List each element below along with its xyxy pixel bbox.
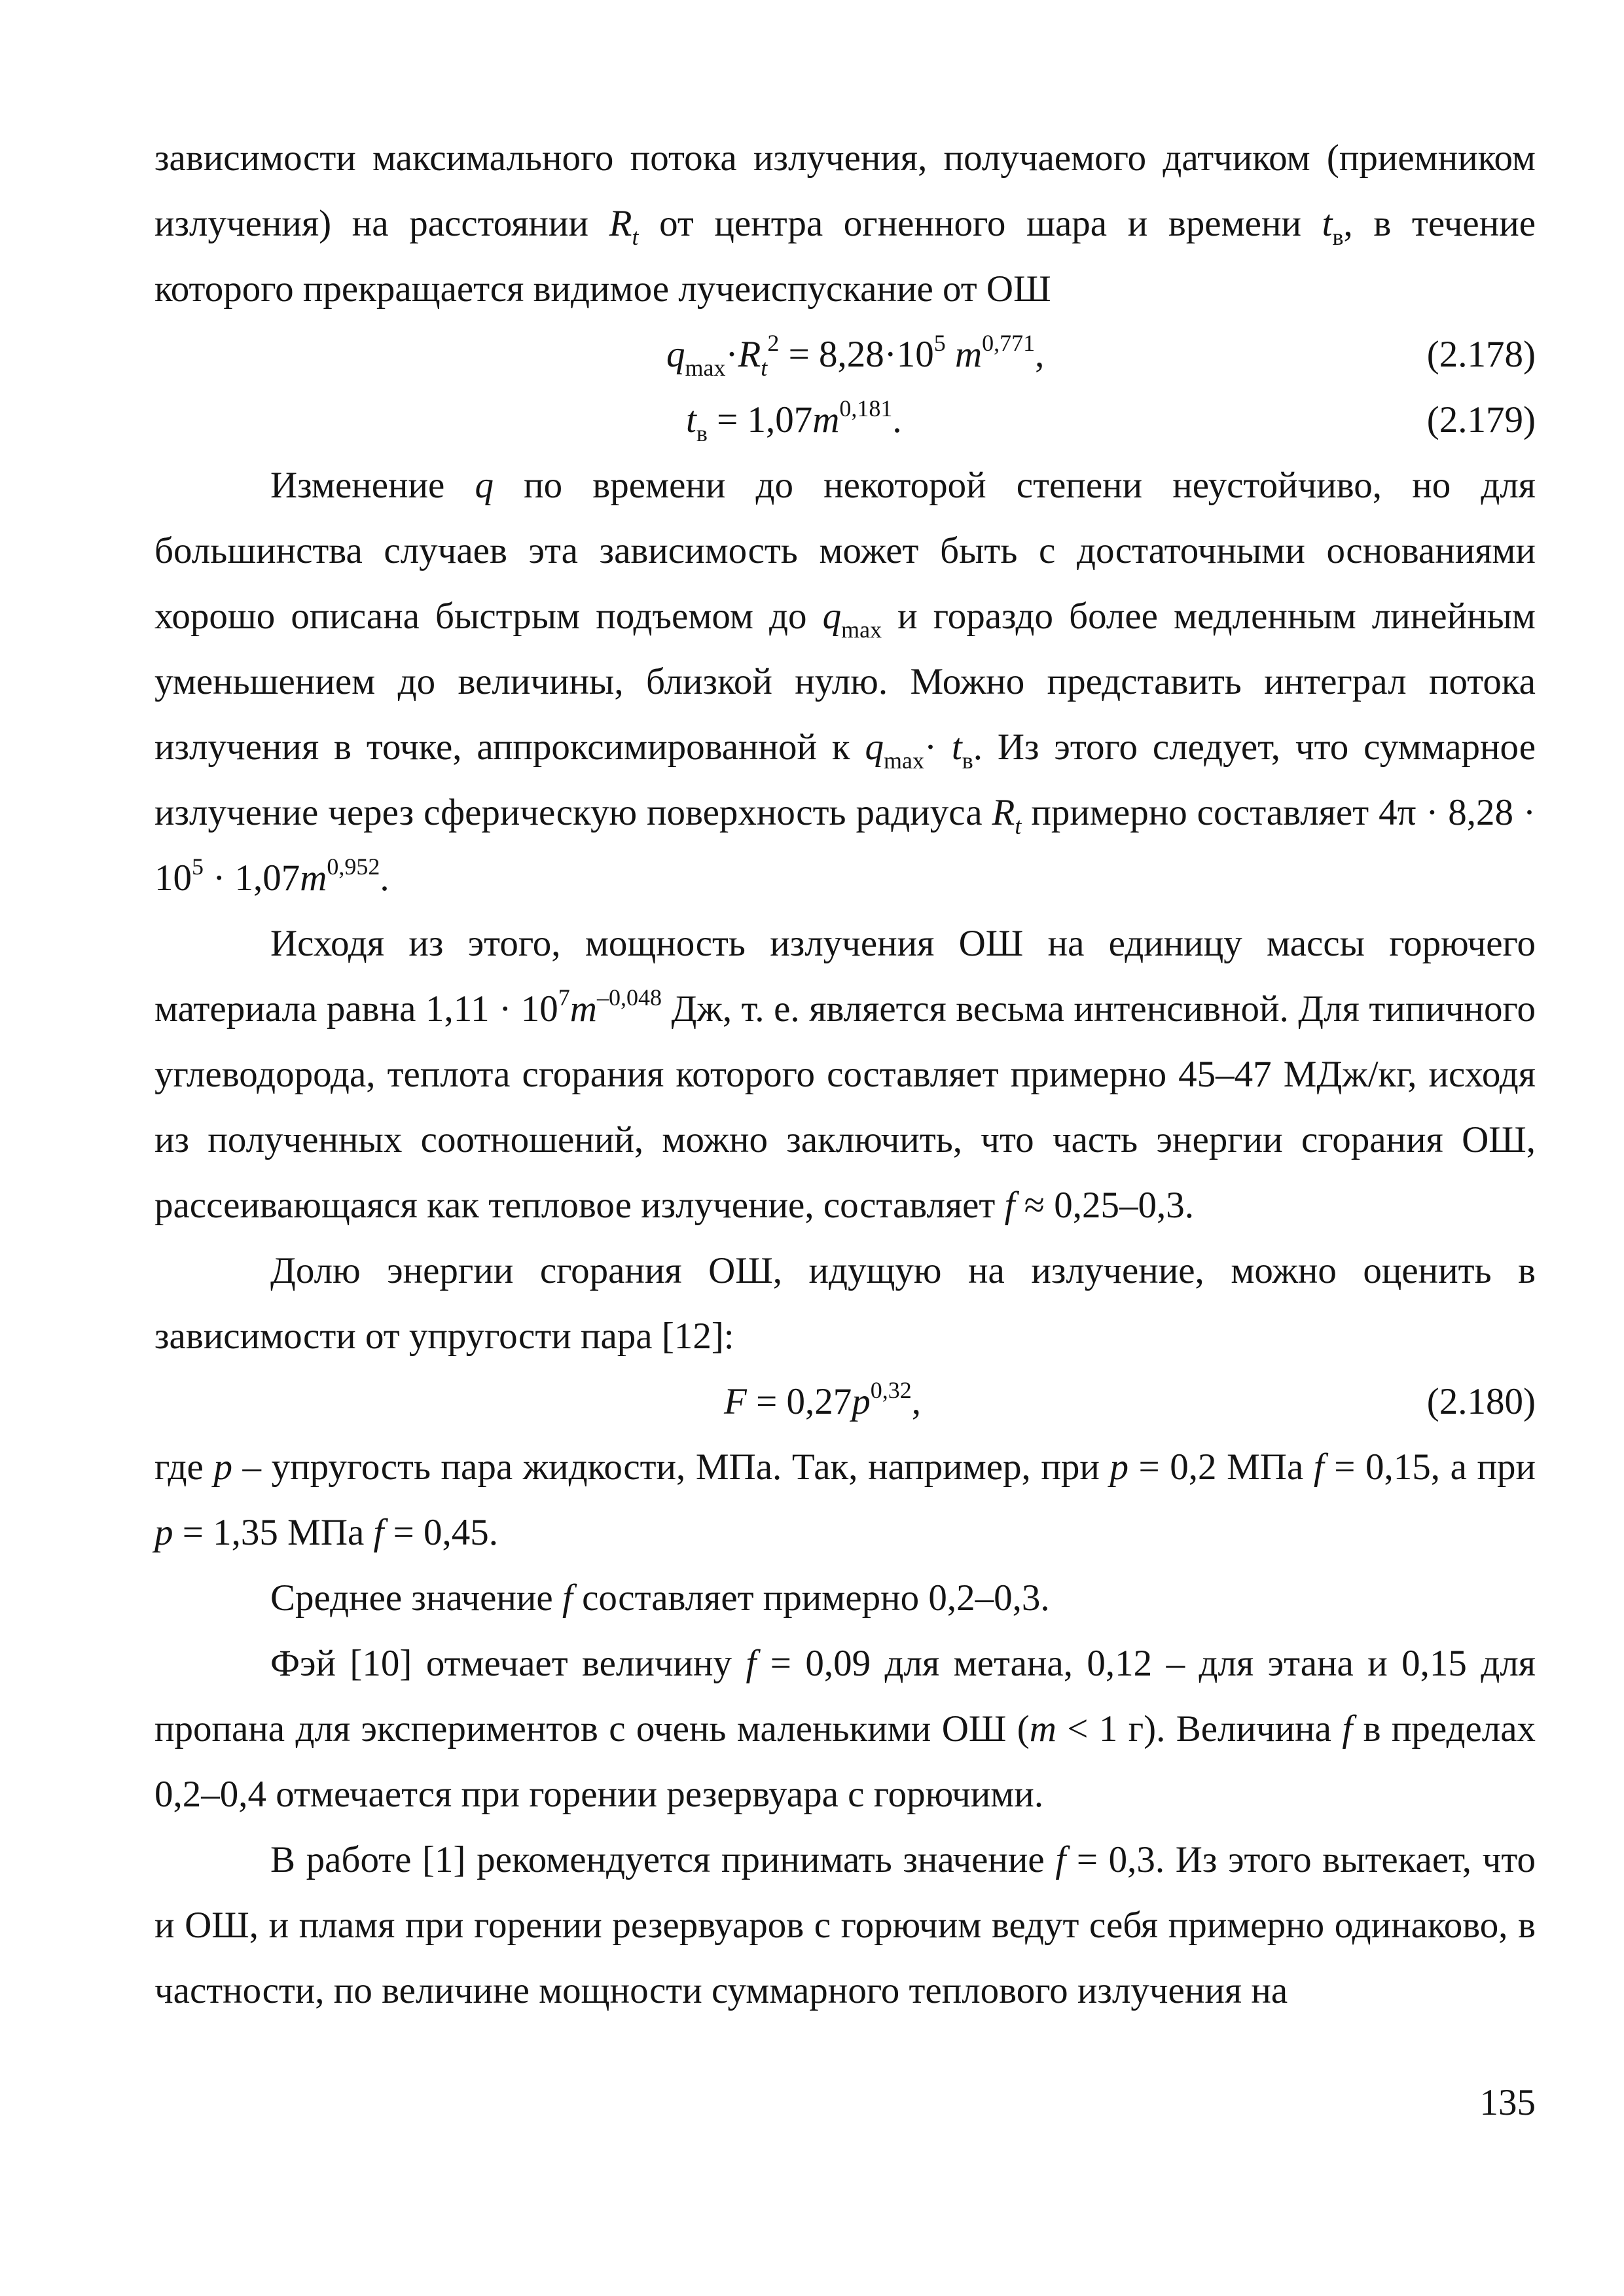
equation-number: (2.178) <box>1426 334 1536 375</box>
equation-number: (2.180) <box>1426 1381 1536 1422</box>
equation-2-180 <box>154 1369 1536 1435</box>
paragraph-7: Фэй [10] отмечает величину f = 0,09 для метана, 0,12 – для этана и 0,15 для пропана для экспериментов с очень маленькими ОШ (m < 1 г). Величина f в пределах 0,2–0,4 отмечается при горении резервуара с горючими. <box>154 1643 1536 1815</box>
equation-body: $q_{max}\cdot R_t^2 = 8,28\cdot 10^5$ $m^{0,771}$, <box>666 330 1045 382</box>
paragraph-4: Долю энергии сгорания ОШ, идущую на излучение, можно оценить в зависимости от упругости пара [12]: <box>154 1250 1536 1357</box>
paragraph-2: Изменение q по времени до некоторой степени неустойчиво, но для большинства случаев эта зависимость может быть с достаточными основаниями хорошо описана быстрым подъемом до $q_{max}$ и гораздо более медленным линейным уменьшением до величины, близкой нулю. Можно представить интеграл потока излучения в точке, аппроксимированной к $q_{max}\cdot t_в$. Из этого следует, что суммарное излучение через сферическую поверхность радиуса $R_t$ примерно составляет $4\pi \cdot 8,28 \cdot 10^5 \cdot 1,07m^{0,952}$. <box>154 465 1536 899</box>
page-content <box>154 126 1536 2024</box>
paragraph-6: Среднее значение f составляет примерно 0,2–0,3. <box>270 1577 1050 1619</box>
equation-number: (2.179) <box>1426 399 1536 440</box>
equation-2-179 <box>154 387 1536 453</box>
paragraph-3: Исходя из этого, мощность излучения ОШ на единицу массы горючего материала равна $1,11 \cdot 10^7m^{-0,048}$ Дж, т. е. является весьма интенсивной. Для типичного углеводорода, теплота сгорания которого составляет примерно 45–47 МДж/кг, исходя из полученных соотношений, можно заключить, что часть энергии сгорания ОШ, рассеивающаяся как тепловое излучение, составляет f ≈ 0,25–0,3. <box>154 923 1536 1226</box>
equation-body: $t_в = 1,07m^{0,181}$. <box>686 395 902 447</box>
equation-2-178 <box>154 322 1536 387</box>
paragraph-8: В работе [1] рекомендуется принимать значение f = 0,3. Из этого вытекает, что и ОШ, и пламя при горении резервуаров с горючим ведут себя примерно одинаково, в частности, по величине мощности суммарного теплового излучения на <box>154 1839 1536 2011</box>
equation-body: $F = 0,27p^{0,32}$, <box>724 1377 921 1422</box>
page-number: 135 <box>1479 2082 1536 2123</box>
paragraph-1: зависимости максимального потока излучения, получаемого датчиком (приемником излучения) на расстоянии $R_t$ от центра огненного шара и времени $t_в$, в течение которого прекращается видимое лучеиспускание от ОШ <box>154 137 1536 310</box>
paragraph-5: где p – упругость пара жидкости, МПа. Так, например, при p = 0,2 МПа f = 0,15, а при p = 1,35 МПа f = 0,45. <box>154 1446 1536 1553</box>
